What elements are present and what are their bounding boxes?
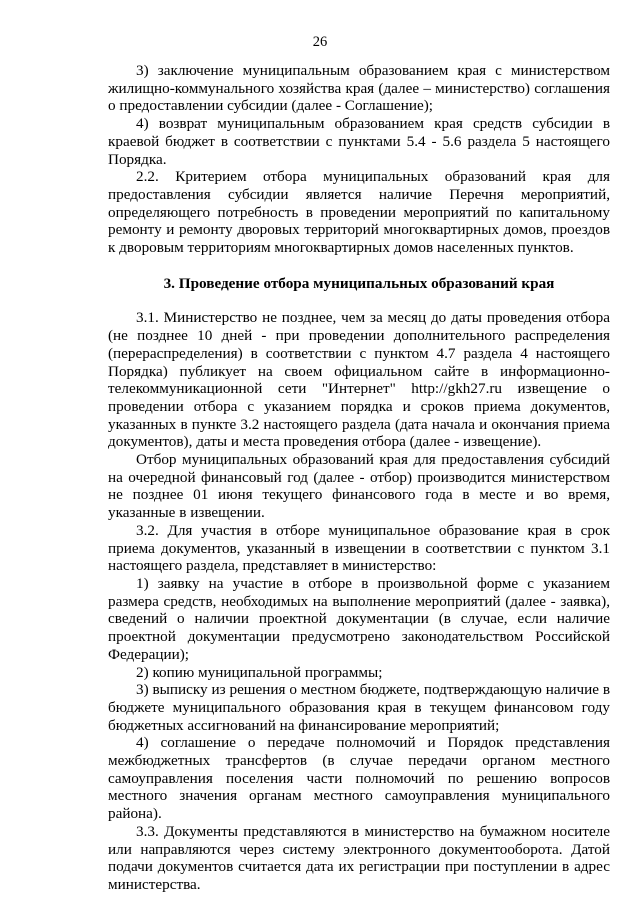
paragraph: 1) заявку на участие в отборе в произвольной форме с указанием размера средств, необходимых на выполнение мероприятий (далее - заявка), сведений о наличии проектной документации (в случае, если наличие проектной документации предусмотрено законодательством Российской Федерации); <box>108 574 610 663</box>
paragraph: Отбор муниципальных образований края для предоставления субсидий на очередной финансовый год (далее - отбор) производится министерством не позднее 01 июня текущего финансового года в месте и во время, указанные в извещении. <box>108 451 610 522</box>
paragraph: 3) заключение муниципальным образованием края с министерством жилищно-коммунального хозяйства края (далее – министерство) соглашения о предоставлении субсидии (далее - Соглашение); <box>108 62 610 115</box>
page-number: 26 <box>312 34 328 50</box>
paragraph: 3.1. Министерство не позднее, чем за месяц до даты проведения отбора (не позднее 10 дней - при проведении дополнительного распределения (перераспределения) в соответствии с пунктом 4.7 раздела 4 настоящего Порядка) публикует на своем официальном сайте в информационно-телекоммуникационной сети "Интернет" http://gkh27.ru извещение о проведении отбора с указанием порядка и сроков приема документов, указанных в пункте 3.2 настоящего раздела (дата начала и окончания приема документов), даты и места проведения отбора (далее - извещение). <box>108 309 610 451</box>
paragraph: 2.2. Критерием отбора муниципальных образований края для предоставления субсидии является наличие Перечня мероприятий, определяющего потребность в проведении мероприятий по капитальному ремонту и ремонту дворовых территорий многоквартирных домов, проездов к дворовым территориям многоквартирных домов населенных пунктов. <box>108 168 610 257</box>
paragraph: 3.3. Документы представляются в министерство на бумажном носителе или направляются через систему электронного документооборота. Датой подачи документов считается дата их регистрации при поступлении в адрес министерства. <box>108 822 610 893</box>
section-heading: 3. Проведение отбора муниципальных образований края <box>163 274 555 292</box>
paragraph: 2) копию муниципальной программы; <box>136 663 383 681</box>
paragraph: 3) выписку из решения о местном бюджете, подтверждающую наличие в бюджете муниципального образования края в текущем финансовом году бюджетных ассигнований на финансирование мероприятий; <box>108 681 610 734</box>
paragraph: 3.2. Для участия в отборе муниципальное образование края в срок приема документов, указанный в извещении в соответствии с пунктом 3.1 настоящего раздела, представляет в министерство: <box>108 521 610 575</box>
document-body <box>108 62 610 894</box>
paragraph: 4) соглашение о передаче полномочий и Порядок представления межбюджетных трансфертов (в случае передачи органом местного самоуправления поселения части полномочий по решению вопросов местного значения органам местного самоуправления муниципального района). <box>108 734 610 823</box>
paragraph: 4) возврат муниципальным образованием края средств субсидии в краевой бюджет в соответствии с пунктами 5.4 - 5.6 раздела 5 настоящего Порядка. <box>108 115 610 168</box>
